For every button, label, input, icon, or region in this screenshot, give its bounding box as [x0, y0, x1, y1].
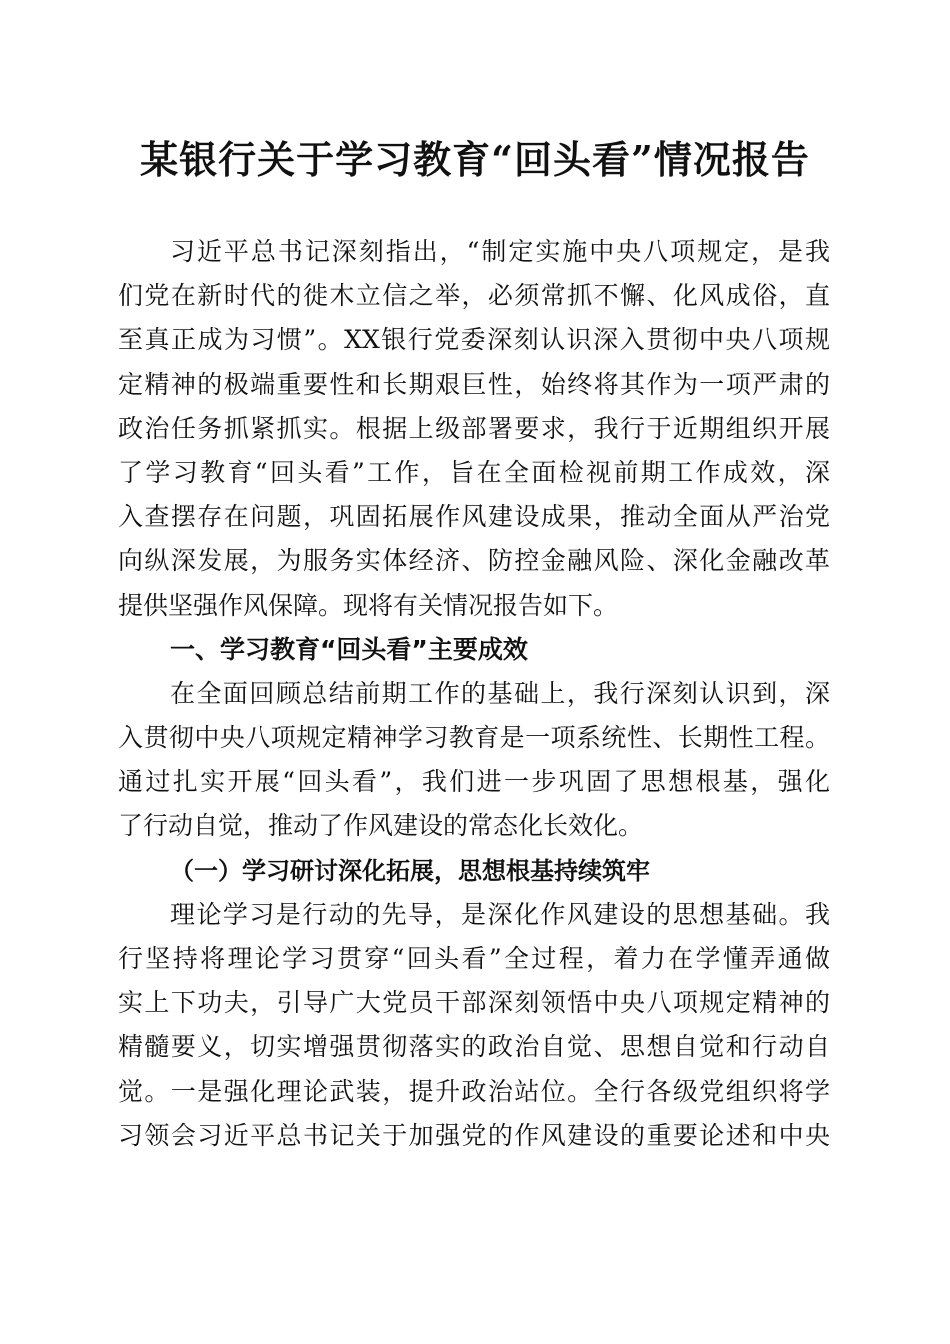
paragraph-line: 至真正成为习惯”。XX银行党委深刻认识深入贯彻中央八项规	[118, 325, 830, 355]
paragraph-line: 精髓要义，切实增强贯彻落实的政治自觉、思想自觉和行动自	[118, 1032, 830, 1062]
paragraph-line: 觉。一是强化理论武装，提升政治站位。全行各级党组织将学	[118, 1076, 830, 1106]
paragraph-line: 在全面回顾总结前期工作的基础上，我行深刻认识到，深	[170, 678, 830, 708]
paragraph-line: 定精神的极端重要性和长期艰巨性，始终将其作为一项严肃的	[118, 369, 830, 399]
intro-paragraph	[118, 230, 830, 628]
paragraph-line: 向纵深发展，为服务实体经济、防控金融风险、深化金融改革	[118, 546, 830, 576]
subsection1-paragraph	[118, 893, 830, 1158]
paragraph-line: 了行动自觉，推动了作风建设的常态化长效化。	[118, 811, 644, 841]
paragraph-line: 通过扎实开展“回头看”，我们进一步巩固了思想根基，强化	[118, 767, 830, 797]
paragraph-line: 理论学习是行动的先导，是深化作风建设的思想基础。我	[170, 899, 830, 929]
paragraph-line: 习领会习近平总书记关于加强党的作风建设的重要论述和中央	[118, 1120, 830, 1150]
document-body	[118, 230, 830, 1158]
paragraph-line: 了学习教育“回头看”工作，旨在全面检视前期工作成效，深	[118, 457, 830, 487]
paragraph-line: 政治任务抓紧抓实。根据上级部署要求，我行于近期组织开展	[118, 413, 830, 443]
paragraph-line: 们党在新时代的徙木立信之举，必须常抓不懈、化风成俗，直	[118, 281, 830, 311]
section1-paragraph	[118, 672, 830, 849]
paragraph-line: 习近平总书记深刻指出，“制定实施中央八项规定，是我	[170, 237, 830, 266]
paragraph-line: 入贯彻中央八项规定精神学习教育是一项系统性、长期性工程。	[118, 723, 830, 753]
paragraph-line: 实上下功夫，引导广大党员干部深刻领悟中央八项规定精神的	[118, 988, 830, 1018]
paragraph-line: 入查摆存在问题，巩固拓展作风建设成果，推动全面从严治党	[118, 502, 830, 532]
document-title: 某银行关于学习教育“回头看”情况报告	[140, 137, 810, 182]
subsection-heading: （一）学习研讨深化拓展，思想根基持续筑牢	[170, 855, 650, 885]
section-heading: 一、学习教育“回头看”主要成效	[170, 634, 528, 664]
paragraph-line: 行坚持将理论学习贯穿“回头看”全过程，着力在学懂弄通做	[118, 944, 830, 973]
paragraph-line: 提供坚强作风保障。现将有关情况报告如下。	[118, 590, 619, 620]
